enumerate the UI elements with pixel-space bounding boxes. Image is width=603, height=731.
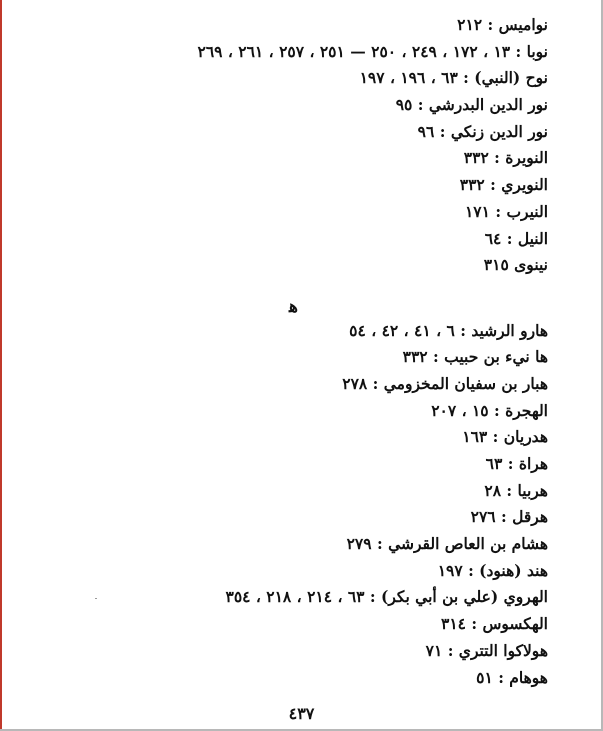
index-entry: هند (هنود) : ١٩٧ — [437, 560, 548, 580]
index-entry: ها نيء بن حبيب : ٣٣٢ — [402, 347, 548, 367]
index-entry: نوبا : ١٣ ، ١٧٢ ، ٢٤٩ ، ٢٥٠ — ٢٥١ ، ٢٥٧ ، ٢٦١ ، ٢٦٩ — [197, 41, 548, 61]
index-entry: النيل : ٦٤ — [484, 228, 548, 248]
index-entry: هراة : ٦٣ — [485, 454, 548, 473]
index-entry: هبار بن سفيان المخزومي : ٢٧٨ — [342, 373, 548, 393]
index-entry: نواميس : ٢١٢ — [457, 15, 548, 34]
index-entry: نوح (النبي) : ٦٣ ، ١٩٦ ، ١٩٧ — [359, 68, 548, 88]
page-number: ٤٣٧ — [288, 704, 315, 723]
index-entry: هرقل : ٢٧٦ — [470, 507, 548, 527]
index-entry: الهكسوس : ٣١٤ — [441, 614, 548, 634]
index-column — [88, 12, 548, 691]
index-entry: هولاكوا التتري : ٧١ — [425, 640, 548, 660]
index-entry: نور الدين زنكي : ٩٦ — [417, 121, 548, 141]
index-entry: الهجرة : ١٥ ، ٢٠٧ — [431, 400, 548, 420]
index-entry: النويرة : ٣٣٢ — [463, 148, 548, 168]
index-entry: هارو الرشيد : ٦ ، ٤١ ، ٤٢ ، ٥٤ — [349, 320, 548, 340]
left-border — [0, 0, 2, 731]
index-entry: نينوى ٣١٥ — [483, 255, 548, 275]
index-entry: هدريان : ١٦٣ — [462, 427, 548, 447]
index-entry: النويري : ٣٣٢ — [459, 175, 548, 195]
section-heading-letter: ﻫ — [289, 296, 298, 317]
scan-speck — [95, 598, 97, 599]
index-entry: هشام بن العاص القرشي : ٢٧٩ — [346, 534, 548, 554]
index-entry: الهروي (علي بن أبي بكر) : ٦٣ ، ٢١٤ ، ٢١٨ ، ٣٥٤ — [225, 587, 548, 607]
index-entry: النيرب : ١٧١ — [464, 201, 548, 221]
index-entry: هوهام : ٥١ — [476, 667, 548, 687]
index-entry: نور الدين البدرشي : ٩٥ — [395, 95, 548, 115]
index-entry: هربيا : ٢٨ — [484, 480, 548, 500]
